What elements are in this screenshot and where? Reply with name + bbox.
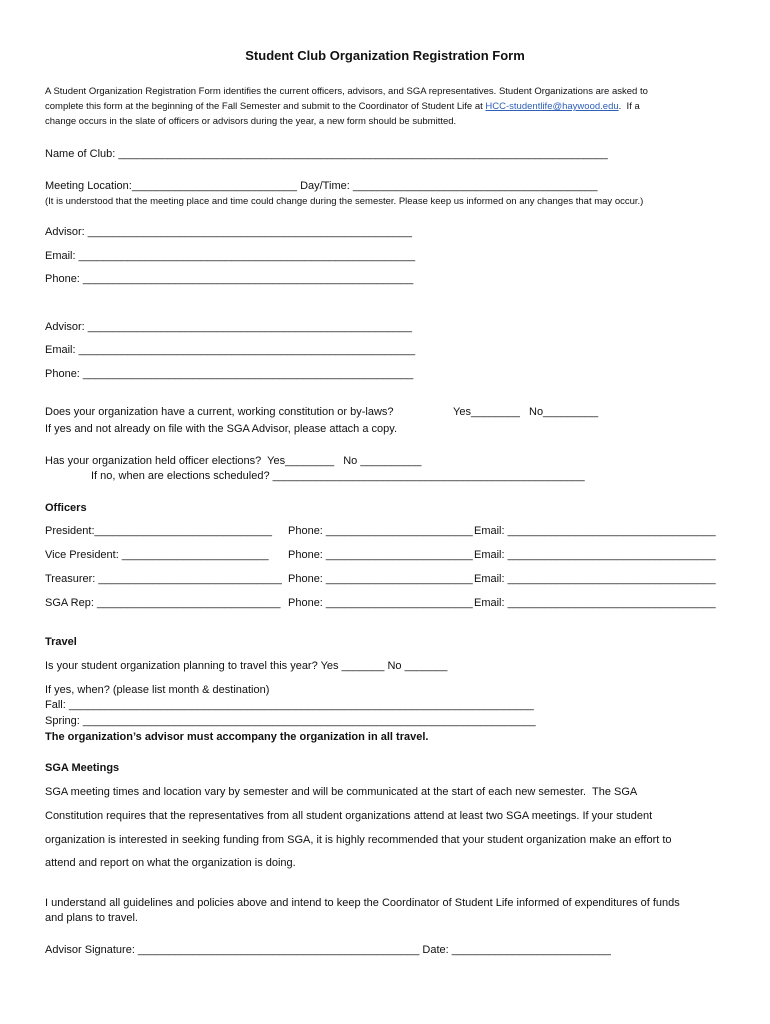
sga-heading: SGA Meetings bbox=[45, 762, 120, 774]
travel-advisor-note: The organization’s advisor must accompany the organization in all travel. bbox=[45, 731, 429, 743]
intro-line-3: change occurs in the slate of officers or advisors during the year, a new form should be submitted. bbox=[45, 116, 457, 127]
club-name-field[interactable]: Name of Club: ________________________________________________________________________________ bbox=[45, 148, 608, 160]
constitution-no-field[interactable]: No_________ bbox=[529, 406, 599, 418]
advisor-1-email-field[interactable]: Email: _______________________________________________________ bbox=[45, 250, 416, 262]
officers-heading: Officers bbox=[45, 502, 87, 514]
travel-fall-field[interactable]: Fall: ____________________________________________________________________________ bbox=[45, 699, 534, 711]
advisor-1-phone-field[interactable]: Phone: ______________________________________________________ bbox=[45, 273, 414, 285]
president-field[interactable]: President:_____________________________ bbox=[45, 525, 272, 537]
advisor-2-phone-field[interactable]: Phone: ______________________________________________________ bbox=[45, 368, 414, 380]
treasurer-field[interactable]: Treasurer: ______________________________ bbox=[45, 573, 282, 585]
agreement-line-2: and plans to travel. bbox=[45, 912, 138, 924]
sga-rep-phone-field[interactable]: Phone: ________________________ bbox=[288, 597, 473, 609]
treasurer-phone-field[interactable]: Phone: ________________________ bbox=[288, 573, 473, 585]
elections-followup-field[interactable]: If no, when are elections scheduled? ___________________________________________________ bbox=[91, 470, 585, 482]
travel-when-label: If yes, when? (please list month & destination) bbox=[45, 684, 270, 696]
vice-president-phone-field[interactable]: Phone: ________________________ bbox=[288, 549, 473, 561]
president-phone-field[interactable]: Phone: ________________________ bbox=[288, 525, 473, 537]
travel-question-field[interactable]: Is your student organization planning to travel this year? Yes _______ No _______ bbox=[45, 660, 448, 672]
intro-line-2: complete this form at the beginning of the Fall Semester and submit to the Coordinator of Student Life at HCC-studentlife@haywood.edu. If a bbox=[45, 101, 640, 112]
treasurer-email-field[interactable]: Email: __________________________________ bbox=[474, 573, 716, 585]
travel-spring-field[interactable]: Spring: __________________________________________________________________________ bbox=[45, 715, 536, 727]
constitution-yes-field[interactable]: Yes________ bbox=[453, 406, 520, 418]
sga-rep-email-field[interactable]: Email: __________________________________ bbox=[474, 597, 716, 609]
page-title: Student Club Organization Registration Form bbox=[245, 48, 525, 63]
vice-president-email-field[interactable]: Email: __________________________________ bbox=[474, 549, 716, 561]
advisor-signature-field[interactable]: Advisor Signature: ______________________________________________ Date: __________________________ bbox=[45, 944, 611, 956]
president-email-field[interactable]: Email: __________________________________ bbox=[474, 525, 716, 537]
elections-question-field[interactable]: Has your organization held officer elections? Yes________ No __________ bbox=[45, 455, 422, 467]
constitution-question: Does your organization have a current, working constitution or by-laws? bbox=[45, 406, 394, 418]
advisor-2-name-field[interactable]: Advisor: _____________________________________________________ bbox=[45, 321, 413, 333]
vice-president-field[interactable]: Vice President: ________________________ bbox=[45, 549, 269, 561]
agreement-line-1: I understand all guidelines and policies above and intend to keep the Coordinator of Student Life informed of expenditures of funds bbox=[45, 897, 680, 909]
intro-line-1: A Student Organization Registration Form identifies the current officers, advisors, and SGA representatives. Student Organizations are asked to bbox=[45, 86, 648, 97]
sga-rep-field[interactable]: SGA Rep: ______________________________ bbox=[45, 597, 281, 609]
constitution-attach-note: If yes and not already on file with the SGA Advisor, please attach a copy. bbox=[45, 423, 398, 435]
travel-heading: Travel bbox=[45, 636, 77, 648]
sga-paragraph-line: organization is interested in seeking funding from SGA, it is highly recommended that your student organization make an effort to bbox=[45, 834, 672, 846]
advisor-1-name-field[interactable]: Advisor: _____________________________________________________ bbox=[45, 226, 413, 238]
meeting-location-field[interactable]: Meeting Location:___________________________ Day/Time: ________________________________________ bbox=[45, 180, 598, 192]
sga-paragraph-line: SGA meeting times and location vary by semester and will be communicated at the start of each new semester. The SGA bbox=[45, 786, 638, 798]
advisor-2-email-field[interactable]: Email: _______________________________________________________ bbox=[45, 344, 416, 356]
meeting-note: (It is understood that the meeting place and time could change during the semester. Please keep us informed on any changes that may occur.) bbox=[45, 196, 644, 207]
sga-paragraph-line: attend and report on what the organization is doing. bbox=[45, 857, 296, 869]
studentlife-email-link[interactable]: HCC-studentlife@haywood.edu bbox=[485, 101, 619, 112]
sga-paragraph-line: Constitution requires that the representatives from all student organizations attend at least two SGA meetings. If your student bbox=[45, 810, 653, 822]
